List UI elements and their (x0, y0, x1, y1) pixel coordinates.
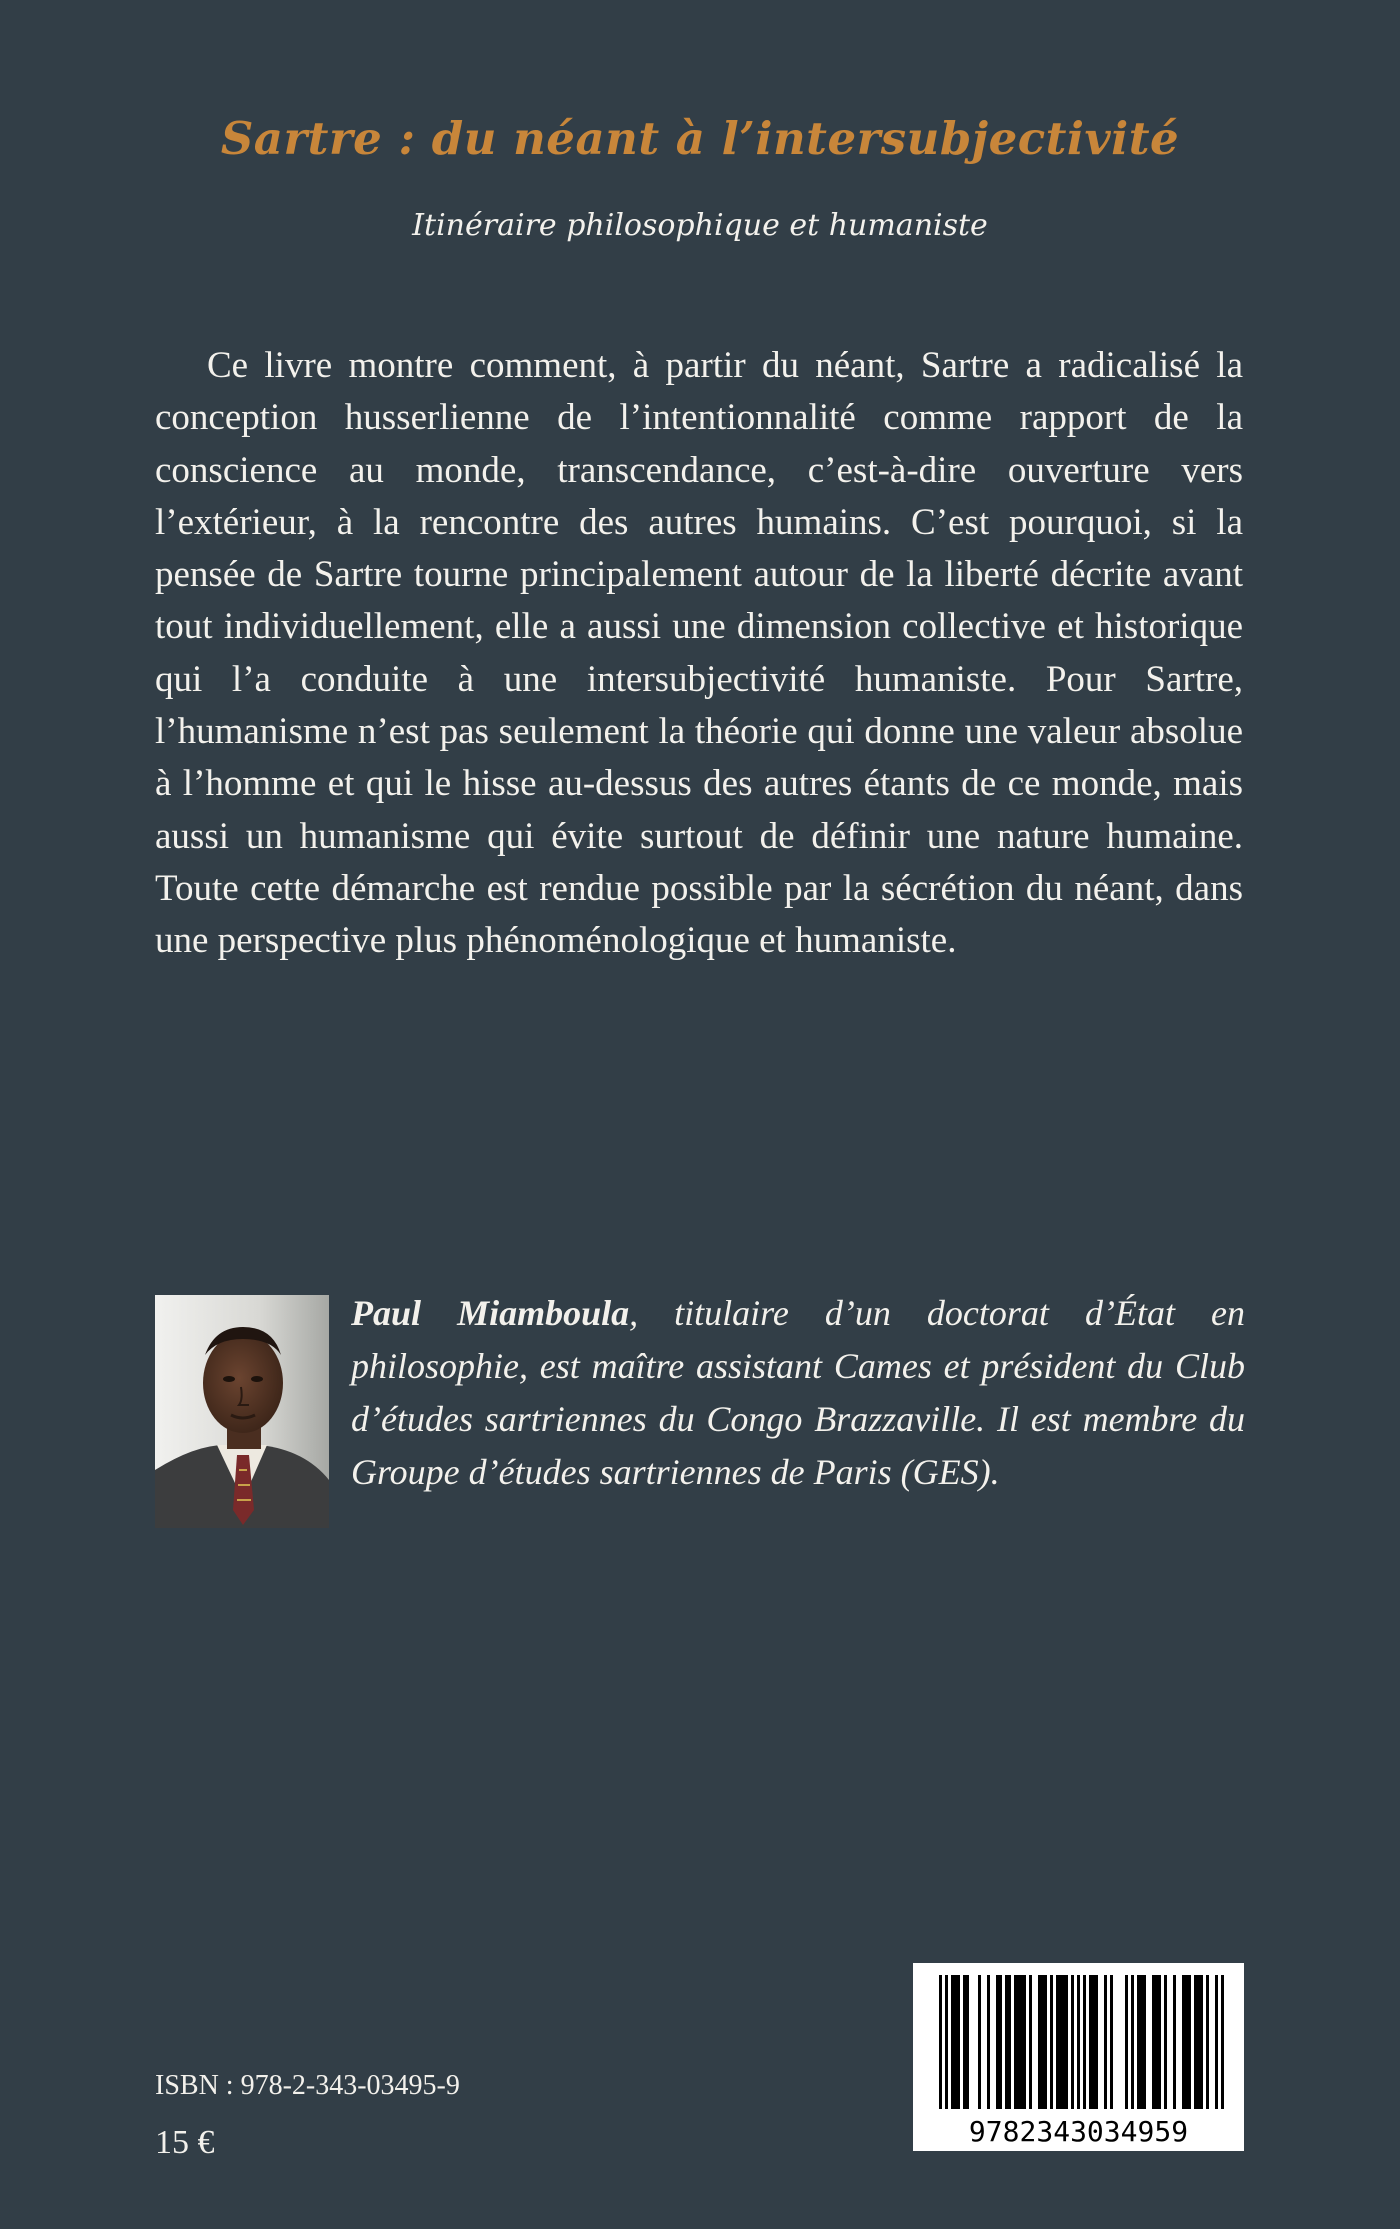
barcode-bar (1041, 1975, 1044, 2109)
barcode-bar (1182, 1975, 1185, 2109)
author-photo (155, 1295, 329, 1528)
barcode-bar (1215, 1975, 1218, 2109)
barcode-bar (1131, 1975, 1134, 2109)
barcode-bar (1164, 1975, 1167, 2109)
barcode-bar (1038, 1975, 1041, 2109)
barcode-bar (1125, 1975, 1128, 2109)
barcode-bar (1056, 1975, 1059, 2109)
barcode-bar (1152, 1975, 1155, 2109)
barcode-bar (1173, 1975, 1176, 2109)
barcode-bar (1029, 1975, 1032, 2109)
barcode-bar (1077, 1975, 1080, 2109)
barcode-bar (1044, 1975, 1047, 2109)
barcode-bar (1200, 1975, 1203, 2109)
author-name: Paul Miamboula (351, 1293, 630, 1333)
barcode-bar (966, 1975, 969, 2109)
barcode-bar (1140, 1975, 1143, 2109)
author-bio-text: , titulaire d’un doctorat d’État en philosophie, est maître assistant Cames et président du Club d’études sartriennes du Congo Brazzaville. Il est membre du Groupe d’études sartriennes de Paris (GES). (351, 1293, 1245, 1492)
barcode-bar (1008, 1975, 1011, 2109)
isbn: ISBN : 978-2-343-03495-9 (155, 2070, 460, 2101)
barcode-bar (978, 1975, 981, 2109)
barcode (913, 1963, 1244, 2151)
author-bio (351, 1287, 1245, 1499)
barcode-bar (1110, 1975, 1113, 2109)
barcode-bar (987, 1975, 990, 2109)
barcode-bar (1194, 1975, 1197, 2109)
barcode-bar (963, 1975, 966, 2109)
barcode-bar (945, 1975, 948, 2109)
barcode-bar (1017, 1975, 1020, 2109)
barcode-bar (999, 1975, 1002, 2109)
barcode-bar (1158, 1975, 1161, 2109)
barcode-bar (1185, 1975, 1188, 2109)
barcode-bar (1188, 1975, 1191, 2109)
barcode-bar (939, 1975, 942, 2109)
barcode-bar (951, 1975, 954, 2109)
book-summary: Ce livre montre comment, à partir du néant, Sartre a radicalisé la conception husserlienne de l’intentionnalité comme rapport de la conscience au monde, transcendance, c’est-à-dire ouverture vers l’extérieur, à la rencontre des autres humains. C’est pourquoi, si la pensée de Sartre tourne principalement autour de la liberté décrite avant tout individuellement, elle a aussi une dimension collective et historique qui l’a conduite à une intersubjectivité humaniste. Pour Sartre, l’humanisme n’est pas seulement la théorie qui donne une valeur absolue à l’homme et qui le hisse au-dessus des autres étants de ce monde, mais aussi un humanisme qui évite surtout de définir une nature humaine. Toute cette démarche est rendue possible par la sécrétion du néant, dans une perspective plus phénoménologique et humaniste. (155, 345, 1243, 962)
barcode-bar (1014, 1975, 1017, 2109)
barcode-bar (1197, 1975, 1200, 2109)
barcode-bar (1083, 1975, 1086, 2109)
barcode-bar (1050, 1975, 1053, 2109)
barcode-bar (996, 1975, 999, 2109)
barcode-bar (1023, 1975, 1026, 2109)
barcode-bar (1092, 1975, 1095, 2109)
barcode-bar (1059, 1975, 1062, 2109)
barcode-bar (1005, 1975, 1008, 2109)
barcode-bar (1062, 1975, 1065, 2109)
barcode-bar (1020, 1975, 1023, 2109)
barcode-bar (1104, 1975, 1107, 2109)
barcode-bar (1155, 1975, 1158, 2109)
barcode-bar (1143, 1975, 1146, 2109)
barcode-bar (1071, 1975, 1074, 2109)
price: 15 € (155, 2124, 215, 2161)
book-title: Sartre : du néant à l’intersubjectivité (220, 112, 1180, 165)
barcode-bar (954, 1975, 957, 2109)
barcode-bar (957, 1975, 960, 2109)
book-subtitle: Itinéraire philosophique et humaniste (412, 208, 988, 243)
barcode-bar (1089, 1975, 1092, 2109)
barcode-bar (1221, 1975, 1224, 2109)
barcode-bar (1095, 1975, 1098, 2109)
barcode-bar (1137, 1975, 1140, 2109)
barcode-bar (1065, 1975, 1068, 2109)
barcode-digits: 9782343034959 (968, 2115, 1189, 2148)
barcode-bar (1206, 1975, 1209, 2109)
